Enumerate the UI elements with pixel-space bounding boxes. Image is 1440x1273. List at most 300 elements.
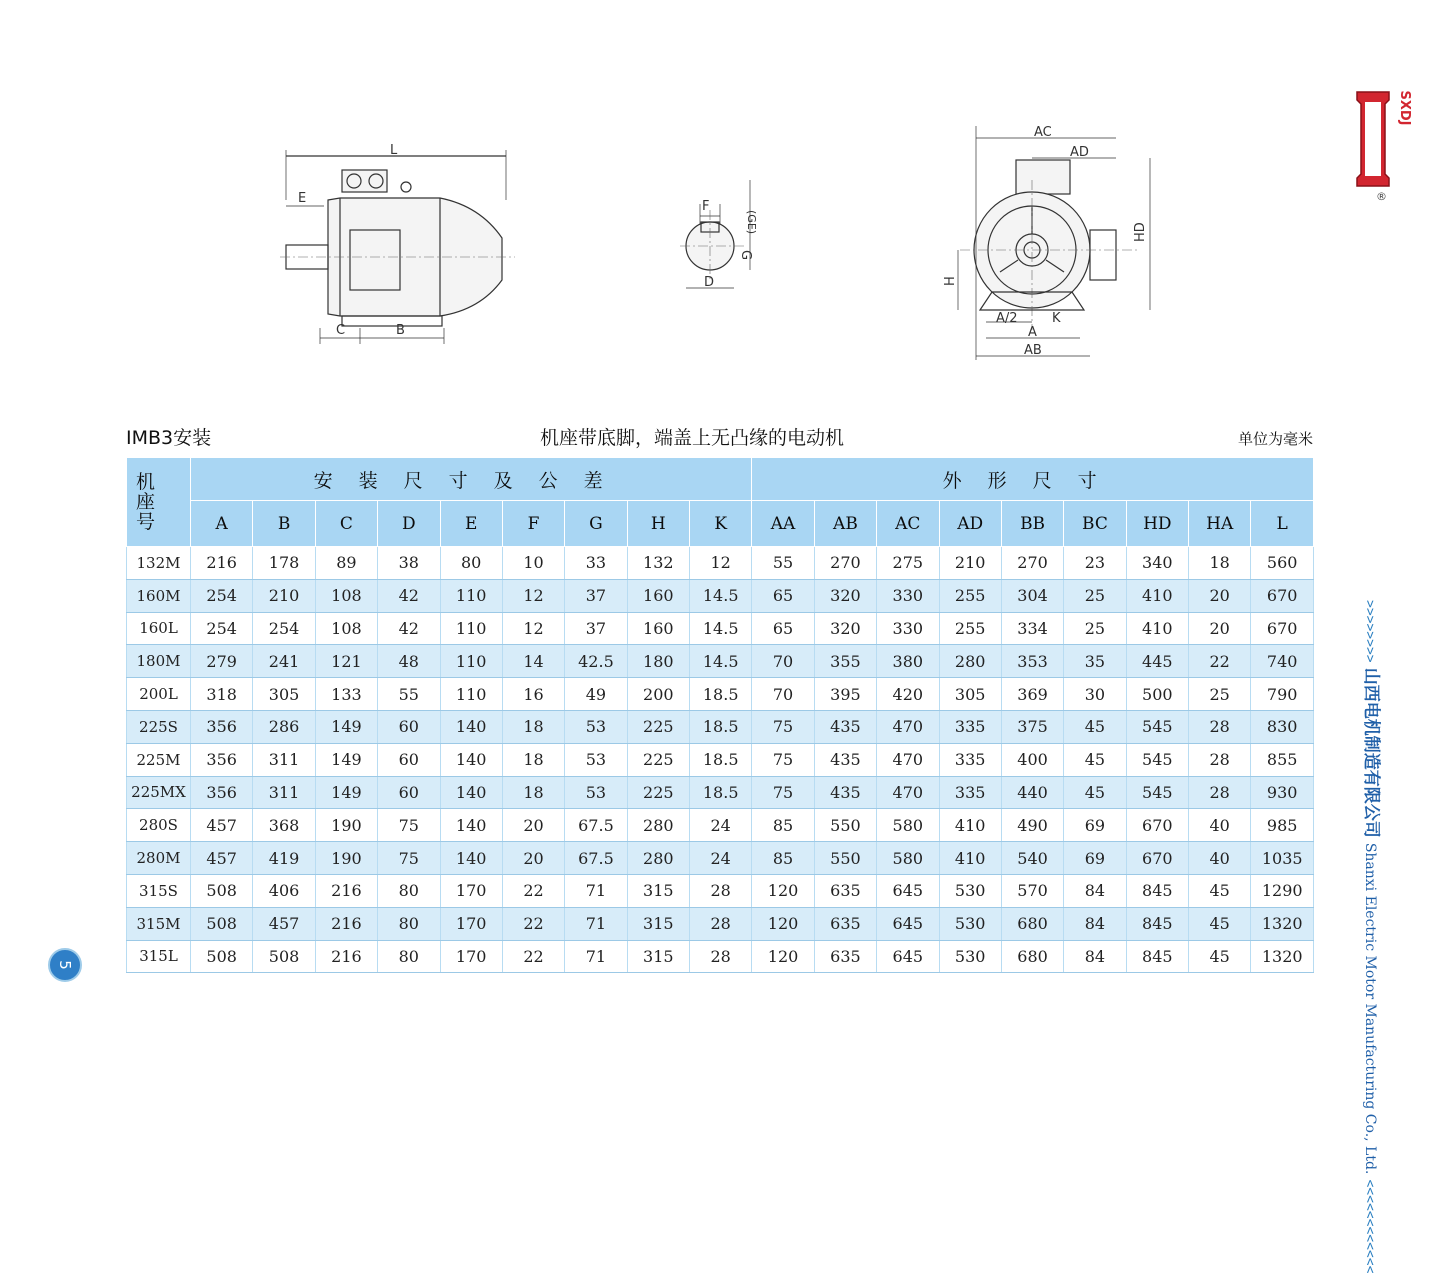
- table-cell: 545: [1126, 776, 1188, 809]
- table-cell: 406: [253, 874, 315, 907]
- column-header-h: H: [627, 501, 689, 547]
- table-cell: 419: [253, 842, 315, 875]
- table-cell: 930: [1251, 776, 1314, 809]
- dim-label-L: L: [390, 143, 398, 158]
- dim-label-A-half: A/2: [996, 311, 1018, 326]
- table-cell: 45: [1064, 710, 1126, 743]
- table-cell: 225: [627, 743, 689, 776]
- table-cell: 18: [502, 710, 564, 743]
- table-cell: 410: [1126, 579, 1188, 612]
- table-cell: 435: [814, 743, 876, 776]
- table-cell: 645: [877, 940, 939, 973]
- table-cell: 420: [877, 678, 939, 711]
- table-cell: 67.5: [565, 809, 627, 842]
- install-dims-group-header: 安装尺寸及公差: [191, 458, 752, 501]
- table-cell: 304: [1001, 579, 1063, 612]
- column-header-g: G: [565, 501, 627, 547]
- table-row: [127, 547, 1314, 580]
- table-cell: 1320: [1251, 940, 1314, 973]
- table-cell: 84: [1064, 907, 1126, 940]
- table-cell: 680: [1001, 940, 1063, 973]
- table-cell: 400: [1001, 743, 1063, 776]
- table-cell: 225: [627, 710, 689, 743]
- company-name-cn: 山西电机制造有限公司: [1361, 667, 1381, 838]
- table-cell: 70: [752, 645, 814, 678]
- table-cell: 280: [939, 645, 1001, 678]
- table-cell: 508: [191, 940, 253, 973]
- table-cell: 110: [440, 612, 502, 645]
- table-cell: 14: [502, 645, 564, 678]
- table-cell: 311: [253, 743, 315, 776]
- table-row: [127, 809, 1314, 842]
- table-cell: 132: [627, 547, 689, 580]
- table-cell: 42: [378, 612, 440, 645]
- table-cell: 22: [502, 907, 564, 940]
- table-cell: 435: [814, 710, 876, 743]
- table-cell: 645: [877, 907, 939, 940]
- column-header-ab: AB: [814, 501, 876, 547]
- table-cell: 845: [1126, 874, 1188, 907]
- table-cell: 60: [378, 710, 440, 743]
- table-cell: 318: [191, 678, 253, 711]
- column-header-d: D: [378, 501, 440, 547]
- table-cell: 80: [378, 940, 440, 973]
- table-cell: 530: [939, 874, 1001, 907]
- table-cell: 149: [315, 710, 377, 743]
- banner-arrows-end: <<<<<<<<<<<<: [1362, 1179, 1377, 1273]
- dim-label-C: C: [336, 323, 346, 338]
- table-cell: 85: [752, 809, 814, 842]
- motor-description-title: 机座带底脚，端盖上无凸缘的电动机: [540, 427, 845, 449]
- table-cell: 210: [939, 547, 1001, 580]
- table-cell: 645: [877, 874, 939, 907]
- table-cell: 140: [440, 842, 502, 875]
- table-cell: 845: [1126, 907, 1188, 940]
- table-cell: 740: [1251, 645, 1314, 678]
- table-cell: 49: [565, 678, 627, 711]
- table-cell: 255: [939, 612, 1001, 645]
- table-cell: 254: [191, 612, 253, 645]
- table-cell: 75: [752, 776, 814, 809]
- table-cell: 315: [627, 940, 689, 973]
- shaft-section-drawing: [680, 180, 770, 300]
- table-cell: 490: [1001, 809, 1063, 842]
- table-cell: 330: [877, 612, 939, 645]
- table-cell: 335: [939, 710, 1001, 743]
- table-cell: 457: [191, 842, 253, 875]
- dim-label-K: K: [1052, 311, 1061, 326]
- outline-dims-group-header: 外形尺寸: [752, 458, 1314, 501]
- table-cell: 635: [814, 874, 876, 907]
- table-cell: 356: [191, 743, 253, 776]
- table-cell: 149: [315, 776, 377, 809]
- table-cell: 380: [877, 645, 939, 678]
- table-cell: 790: [1251, 678, 1314, 711]
- table-cell: 280: [627, 809, 689, 842]
- table-cell: 75: [752, 710, 814, 743]
- table-cell: 55: [752, 547, 814, 580]
- frame-size-cell: 132M: [127, 547, 191, 580]
- frame-size-cell: 280M: [127, 842, 191, 875]
- table-row: [127, 612, 1314, 645]
- table-cell: 540: [1001, 842, 1063, 875]
- table-cell: 320: [814, 612, 876, 645]
- table-cell: 355: [814, 645, 876, 678]
- table-cell: 84: [1064, 874, 1126, 907]
- table-cell: 140: [440, 710, 502, 743]
- dim-label-E: E: [298, 191, 307, 206]
- column-header-l: L: [1251, 501, 1314, 547]
- table-cell: 369: [1001, 678, 1063, 711]
- table-cell: 1290: [1251, 874, 1314, 907]
- table-cell: 45: [1189, 874, 1251, 907]
- table-cell: 84: [1064, 940, 1126, 973]
- table-cell: 14.5: [690, 579, 752, 612]
- table-cell: 30: [1064, 678, 1126, 711]
- table-cell: 270: [814, 547, 876, 580]
- table-cell: 18.5: [690, 743, 752, 776]
- table-cell: 60: [378, 776, 440, 809]
- table-cell: 69: [1064, 842, 1126, 875]
- installation-type-title: IMB3安装: [126, 427, 212, 449]
- table-cell: 330: [877, 579, 939, 612]
- column-header-ha: HA: [1189, 501, 1251, 547]
- table-cell: 37: [565, 612, 627, 645]
- table-cell: 335: [939, 776, 1001, 809]
- table-cell: 160: [627, 612, 689, 645]
- motor-front-view-drawing: [940, 120, 1170, 370]
- column-header-f: F: [502, 501, 564, 547]
- frame-size-cell: 180M: [127, 645, 191, 678]
- column-header-k: K: [690, 501, 752, 547]
- table-cell: 160: [627, 579, 689, 612]
- table-cell: 435: [814, 776, 876, 809]
- column-header-ac: AC: [877, 501, 939, 547]
- table-cell: 190: [315, 842, 377, 875]
- table-cell: 254: [191, 579, 253, 612]
- dim-label-A: A: [1028, 325, 1037, 340]
- dimension-table: [126, 457, 1314, 973]
- table-cell: 200: [627, 678, 689, 711]
- dim-label-D: D: [704, 275, 715, 290]
- table-cell: 53: [565, 710, 627, 743]
- table-row: [127, 776, 1314, 809]
- table-cell: 580: [877, 809, 939, 842]
- unit-note: 单位为毫米: [1237, 430, 1313, 448]
- dim-label-F: F: [702, 199, 710, 214]
- company-logo: [1354, 88, 1412, 190]
- table-cell: 340: [1126, 547, 1188, 580]
- table-cell: 356: [191, 710, 253, 743]
- table-cell: 35: [1064, 645, 1126, 678]
- table-cell: 16: [502, 678, 564, 711]
- table-cell: 445: [1126, 645, 1188, 678]
- table-cell: 855: [1251, 743, 1314, 776]
- table-cell: 110: [440, 579, 502, 612]
- table-cell: 530: [939, 907, 1001, 940]
- table-cell: 178: [253, 547, 315, 580]
- table-cell: 80: [440, 547, 502, 580]
- table-cell: 670: [1126, 809, 1188, 842]
- table-cell: 67.5: [565, 842, 627, 875]
- table-cell: 18: [1189, 547, 1251, 580]
- column-header-c: C: [315, 501, 377, 547]
- dim-label-H: H: [943, 276, 958, 286]
- column-header-b: B: [253, 501, 315, 547]
- table-cell: 75: [378, 842, 440, 875]
- table-cell: 286: [253, 710, 315, 743]
- table-cell: 110: [440, 678, 502, 711]
- table-cell: 470: [877, 710, 939, 743]
- dim-label-AC: AC: [1034, 125, 1052, 140]
- table-cell: 45: [1064, 776, 1126, 809]
- table-cell: 28: [690, 874, 752, 907]
- table-cell: 24: [690, 809, 752, 842]
- table-cell: 18.5: [690, 678, 752, 711]
- table-cell: 255: [939, 579, 1001, 612]
- table-cell: 216: [191, 547, 253, 580]
- table-cell: 80: [378, 907, 440, 940]
- dim-label-GE: (GE): [745, 210, 758, 235]
- table-row: [127, 579, 1314, 612]
- table-cell: 180: [627, 645, 689, 678]
- registered-mark: ®: [1376, 190, 1387, 203]
- frame-size-cell: 225MX: [127, 776, 191, 809]
- table-cell: 22: [502, 940, 564, 973]
- table-cell: 12: [502, 579, 564, 612]
- table-row: [127, 645, 1314, 678]
- frame-size-header: 机 座 号: [127, 458, 191, 547]
- table-cell: 190: [315, 809, 377, 842]
- table-cell: 33: [565, 547, 627, 580]
- table-cell: 65: [752, 579, 814, 612]
- table-cell: 20: [1189, 579, 1251, 612]
- dim-label-AB: AB: [1024, 343, 1042, 358]
- column-header-aa: AA: [752, 501, 814, 547]
- table-cell: 71: [565, 907, 627, 940]
- table-cell: 40: [1189, 809, 1251, 842]
- table-cell: 37: [565, 579, 627, 612]
- table-cell: 40: [1189, 842, 1251, 875]
- column-header-bb: BB: [1001, 501, 1063, 547]
- table-cell: 680: [1001, 907, 1063, 940]
- page-number: 5: [48, 948, 82, 982]
- table-cell: 508: [191, 874, 253, 907]
- table-cell: 80: [378, 874, 440, 907]
- frame-size-cell: 315M: [127, 907, 191, 940]
- table-cell: 635: [814, 907, 876, 940]
- table-cell: 545: [1126, 710, 1188, 743]
- table-cell: 550: [814, 842, 876, 875]
- table-cell: 28: [1189, 710, 1251, 743]
- frame-size-cell: 225M: [127, 743, 191, 776]
- frame-size-cell: 225S: [127, 710, 191, 743]
- table-cell: 108: [315, 612, 377, 645]
- table-cell: 133: [315, 678, 377, 711]
- table-cell: 25: [1064, 579, 1126, 612]
- column-header-e: E: [440, 501, 502, 547]
- table-cell: 20: [1189, 612, 1251, 645]
- table-cell: 75: [378, 809, 440, 842]
- table-cell: 410: [939, 809, 1001, 842]
- table-cell: 53: [565, 776, 627, 809]
- company-name-en: Shanxi Electric Motor Manufacturing Co., Ltd.: [1362, 842, 1378, 1175]
- table-cell: 14.5: [690, 612, 752, 645]
- table-cell: 170: [440, 874, 502, 907]
- table-cell: 216: [315, 940, 377, 973]
- table-cell: 22: [502, 874, 564, 907]
- table-cell: 670: [1251, 579, 1314, 612]
- table-cell: 110: [440, 645, 502, 678]
- table-cell: 20: [502, 809, 564, 842]
- frame-size-cell: 315L: [127, 940, 191, 973]
- table-row: [127, 710, 1314, 743]
- table-cell: 23: [1064, 547, 1126, 580]
- table-cell: 69: [1064, 809, 1126, 842]
- table-cell: 670: [1126, 842, 1188, 875]
- dim-label-B: B: [396, 323, 405, 338]
- table-cell: 42.5: [565, 645, 627, 678]
- table-cell: 18.5: [690, 776, 752, 809]
- table-cell: 210: [253, 579, 315, 612]
- table-cell: 216: [315, 874, 377, 907]
- table-cell: 845: [1126, 940, 1188, 973]
- table-cell: 279: [191, 645, 253, 678]
- column-header-hd: HD: [1126, 501, 1188, 547]
- table-cell: 1320: [1251, 907, 1314, 940]
- table-cell: 65: [752, 612, 814, 645]
- table-cell: 315: [627, 874, 689, 907]
- table-cell: 71: [565, 940, 627, 973]
- table-cell: 28: [690, 940, 752, 973]
- table-cell: 14.5: [690, 645, 752, 678]
- table-cell: 38: [378, 547, 440, 580]
- table-cell: 71: [565, 874, 627, 907]
- table-cell: 12: [502, 612, 564, 645]
- table-cell: 140: [440, 776, 502, 809]
- table-cell: 440: [1001, 776, 1063, 809]
- table-cell: 305: [939, 678, 1001, 711]
- dim-label-HD: HD: [1133, 222, 1148, 242]
- table-cell: 48: [378, 645, 440, 678]
- table-cell: 560: [1251, 547, 1314, 580]
- table-cell: 335: [939, 743, 1001, 776]
- table-cell: 580: [877, 842, 939, 875]
- table-cell: 75: [752, 743, 814, 776]
- table-cell: 70: [752, 678, 814, 711]
- table-row: [127, 842, 1314, 875]
- table-cell: 170: [440, 907, 502, 940]
- table-cell: 18: [502, 743, 564, 776]
- table-cell: 470: [877, 743, 939, 776]
- table-cell: 55: [378, 678, 440, 711]
- table-cell: 45: [1064, 743, 1126, 776]
- table-cell: 241: [253, 645, 315, 678]
- table-cell: 635: [814, 940, 876, 973]
- table-cell: 18.5: [690, 710, 752, 743]
- table-cell: 353: [1001, 645, 1063, 678]
- table-cell: 120: [752, 907, 814, 940]
- table-cell: 120: [752, 874, 814, 907]
- column-header-bc: BC: [1064, 501, 1126, 547]
- table-row: [127, 907, 1314, 940]
- frame-size-cell: 160M: [127, 579, 191, 612]
- table-cell: 410: [1126, 612, 1188, 645]
- table-cell: 25: [1189, 678, 1251, 711]
- frame-size-cell: 280S: [127, 809, 191, 842]
- table-cell: 60: [378, 743, 440, 776]
- table-cell: 311: [253, 776, 315, 809]
- company-side-banner: [1346, 600, 1386, 1273]
- table-cell: 42: [378, 579, 440, 612]
- table-cell: 508: [191, 907, 253, 940]
- table-cell: 334: [1001, 612, 1063, 645]
- table-cell: 375: [1001, 710, 1063, 743]
- dim-label-AD: AD: [1070, 145, 1089, 160]
- table-cell: 457: [191, 809, 253, 842]
- table-cell: 1035: [1251, 842, 1314, 875]
- table-cell: 280: [627, 842, 689, 875]
- table-cell: 12: [690, 547, 752, 580]
- table-cell: 457: [253, 907, 315, 940]
- table-cell: 270: [1001, 547, 1063, 580]
- table-cell: 410: [939, 842, 1001, 875]
- column-header-ad: AD: [939, 501, 1001, 547]
- table-cell: 18: [502, 776, 564, 809]
- table-row: [127, 874, 1314, 907]
- table-cell: 85: [752, 842, 814, 875]
- table-cell: 545: [1126, 743, 1188, 776]
- banner-arrows-start: >>>>>>>>: [1362, 600, 1377, 663]
- table-cell: 570: [1001, 874, 1063, 907]
- table-cell: 254: [253, 612, 315, 645]
- table-cell: 530: [939, 940, 1001, 973]
- table-cell: 315: [627, 907, 689, 940]
- table-cell: 225: [627, 776, 689, 809]
- table-cell: 120: [752, 940, 814, 973]
- table-cell: 45: [1189, 907, 1251, 940]
- frame-size-cell: 315S: [127, 874, 191, 907]
- table-cell: 108: [315, 579, 377, 612]
- dim-label-G: G: [738, 250, 753, 261]
- table-cell: 216: [315, 907, 377, 940]
- column-header-a: A: [191, 501, 253, 547]
- table-cell: 320: [814, 579, 876, 612]
- table-row: [127, 678, 1314, 711]
- table-cell: 24: [690, 842, 752, 875]
- table-row: [127, 743, 1314, 776]
- table-cell: 500: [1126, 678, 1188, 711]
- table-cell: 356: [191, 776, 253, 809]
- table-cell: 140: [440, 809, 502, 842]
- table-cell: 368: [253, 809, 315, 842]
- table-cell: 10: [502, 547, 564, 580]
- table-cell: 28: [690, 907, 752, 940]
- table-cell: 28: [1189, 743, 1251, 776]
- table-cell: 508: [253, 940, 315, 973]
- table-cell: 20: [502, 842, 564, 875]
- table-cell: 121: [315, 645, 377, 678]
- table-cell: 170: [440, 940, 502, 973]
- table-cell: 53: [565, 743, 627, 776]
- table-cell: 140: [440, 743, 502, 776]
- svg-text:SXDJ: SXDJ: [1397, 90, 1412, 126]
- table-cell: 89: [315, 547, 377, 580]
- table-cell: 395: [814, 678, 876, 711]
- table-cell: 305: [253, 678, 315, 711]
- table-cell: 45: [1189, 940, 1251, 973]
- frame-size-cell: 160L: [127, 612, 191, 645]
